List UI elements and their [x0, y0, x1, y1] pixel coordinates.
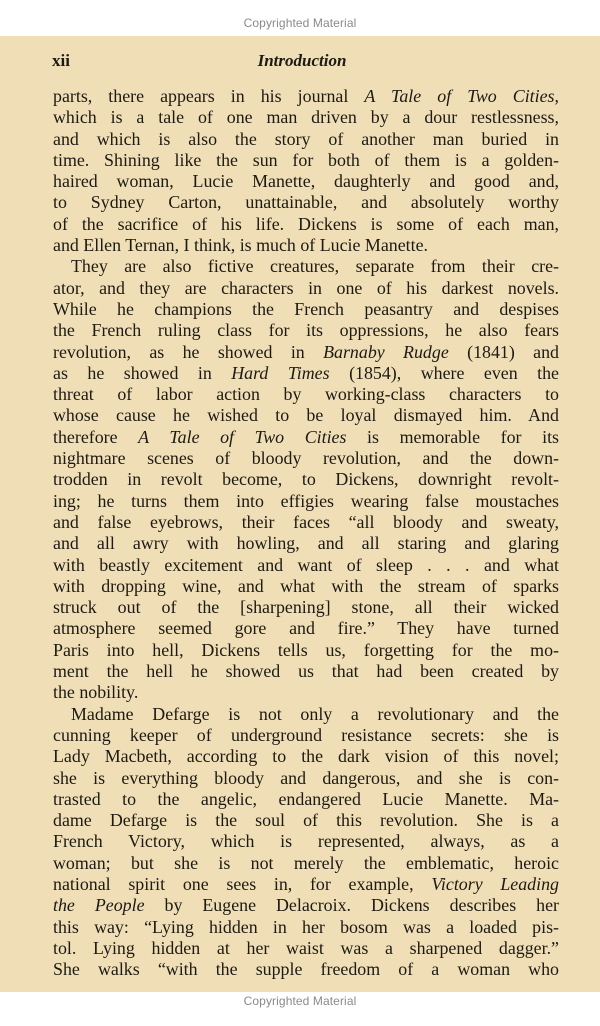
text-line: threat of labor action by working-class characters to — [53, 384, 559, 405]
text-line: parts, there appears in his journal A Tale of Two Cities, — [53, 86, 559, 106]
text-line: Lady Macbeth, according to the dark vision of this novel; — [53, 746, 559, 767]
text-line: the People by Eugene Delacroix. Dickens describes her — [53, 895, 559, 916]
text-line: French Victory, which is represented, always, as a — [53, 831, 559, 852]
text-line: revolution, as he showed in Barnaby Rudge (1841) and — [53, 341, 559, 362]
text-line: of the sacrifice of his life. Dickens is some of each man, — [53, 213, 559, 234]
text-line: she is everything bloody and dangerous, and she is con- — [53, 767, 559, 788]
book-page — [0, 36, 600, 992]
text-line: Paris into hell, Dickens tells us, forgetting for the mo- — [53, 639, 559, 660]
text-line: this way: “Lying hidden in her bosom was a loaded pis- — [53, 916, 559, 937]
text-line: and false eyebrows, their faces “all bloody and sweaty, — [53, 511, 559, 532]
text-line: the French ruling class for its oppressions, he also fears — [53, 320, 559, 341]
text-line: ment the hell he showed us that had been created by — [53, 661, 559, 682]
text-line: cunning keeper of underground resistance secrets: she is — [53, 724, 559, 745]
text-line: which is a tale of one man driven by a dour restlessness, — [53, 107, 559, 128]
text-line: the nobility. — [53, 682, 139, 703]
text-line: woman; but she is not merely the emblematic, heroic — [53, 852, 559, 873]
text-line: national spirit one sees in, for example, Victory Leading — [53, 873, 559, 894]
text-line: with dropping wine, and what with the stream of sparks — [53, 575, 559, 596]
text-line: trodden in revolt become, to Dickens, downright revolt- — [53, 469, 559, 490]
text-line: trasted to the angelic, endangered Lucie Manette. Ma- — [53, 788, 559, 809]
running-head — [52, 48, 552, 74]
text-line: She walks “with the supple freedom of a woman who — [53, 959, 559, 980]
text-line: and Ellen Ternan, I think, is much of Lucie Manette. — [53, 235, 429, 256]
text-line: and which is also the story of another man buried in — [53, 128, 559, 149]
text-line: tol. Lying hidden at her waist was a sharpened dagger.” — [53, 937, 559, 958]
page-number: xii — [52, 51, 70, 70]
text-line: ator, and they are characters in one of his darkest novels. — [53, 277, 559, 298]
text-line: nightmare scenes of bloody revolution, and the down- — [53, 448, 559, 469]
copyright-watermark-top: Copyrighted Material — [243, 16, 357, 30]
text-line: Madame Defarge is not only a revolutionary and the — [71, 703, 559, 724]
text-line: dame Defarge is the soul of this revolution. She is a — [53, 810, 559, 831]
text-line: whose cause he wished to be loyal dismayed him. And — [53, 405, 559, 426]
text-line: as he showed in Hard Times (1854), where even the — [53, 362, 559, 383]
copyright-watermark-bottom: Copyrighted Material — [243, 994, 357, 1008]
text-line: atmosphere seemed gore and fire.” They have turned — [53, 618, 559, 639]
text-line: While he champions the French peasantry and despises — [53, 298, 559, 319]
text-line: therefore A Tale of Two Cities is memorable for its — [53, 426, 560, 447]
body-text — [53, 86, 559, 980]
running-title: Introduction — [257, 51, 347, 70]
text-line: haired woman, Lucie Manette, daughterly and good and, — [53, 171, 559, 192]
text-line: time. Shining like the sun for both of them is a golden- — [53, 149, 559, 170]
text-line: ing; he turns them into effigies wearing false moustaches — [53, 490, 559, 511]
text-line: struck out of the [sharpening] stone, all their wicked — [53, 597, 559, 618]
text-line: They are also fictive creatures, separate from their cre- — [71, 256, 559, 277]
text-line: and all awry with howling, and all staring and glaring — [53, 533, 559, 554]
text-line: to Sydney Carton, unattainable, and absolutely worthy — [53, 192, 559, 213]
text-line: with beastly excitement and want of sleep . . . and what — [53, 554, 559, 575]
